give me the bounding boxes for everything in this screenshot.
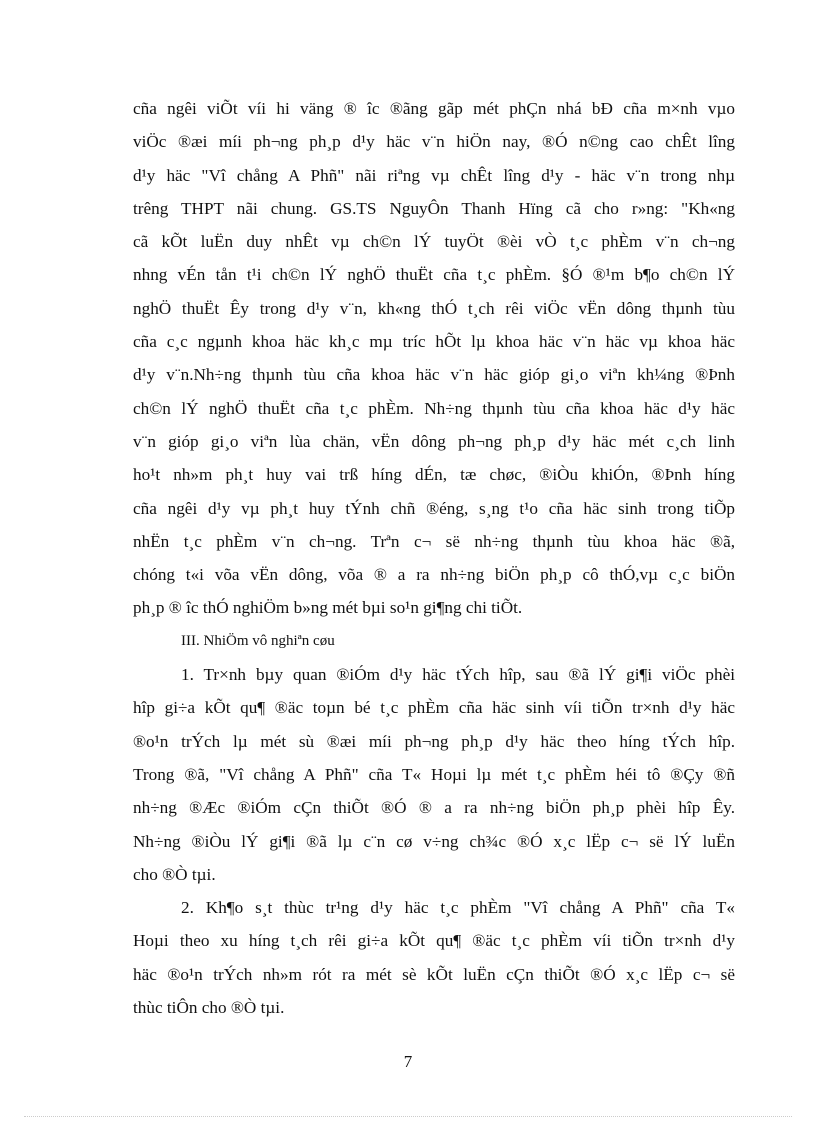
text-line: thùc tiÔn cho ®Ò tµi. [133, 998, 285, 1018]
text-line: nh÷ng ®Æc ®iÓm cÇn thiÕt ®Ó ® a ra nh÷ng biÖn ph¸p phèi hîp Êy. [133, 798, 735, 818]
list-item-1 [133, 658, 735, 891]
list-item-2 [133, 891, 735, 1024]
text-line: nghÖ thuËt Êy trong d¹y v¨n, kh«ng thÓ t¸ch rêi viÖc vËn dông thµnh tùu [133, 298, 735, 318]
text-line: Hoµi theo xu híng t¸ch rêi gi÷a kÕt qu¶ ®äc t¸c phÈm víi tiÕn tr×nh d¹y [133, 931, 735, 951]
text-line: cña c¸c ngµnh khoa häc kh¸c mµ tríc hÕt lµ khoa häc v¨n häc vµ khoa häc [133, 332, 735, 352]
text-line: cho ®Ò tµi. [133, 864, 216, 884]
text-line: cã kÕt luËn duy nhÊt vµ ch©n lÝ tuyÖt ®èi vÒ t¸c phÈm v¨n ch¬ng [133, 232, 735, 252]
text-line: 1. Tr×nh bµy quan ®iÓm d¹y häc tÝch hîp, sau ®ã lÝ gi¶i viÖc phèi [181, 665, 735, 685]
text-line: nhng vÉn tån t¹i ch©n lÝ nghÖ thuËt cña t¸c phÈm. §Ó ®¹m b¶o ch©n lÝ [133, 265, 735, 285]
text-line: 2. Kh¶o s¸t thùc tr¹ng d¹y häc t¸c phÈm "Vî chång A Phñ" cña T« [181, 898, 735, 918]
text-line: v¨n gióp gi¸o viªn lùa chän, vËn dông ph¬ng ph¸p d¹y häc mét c¸ch linh [133, 431, 735, 451]
paragraph-intro [133, 92, 735, 625]
text-line: cña ngêi viÕt víi hi väng ® îc ®ãng gãp mét phÇn nhá bÐ cña m×nh vµo [133, 99, 735, 118]
page-number: 7 [403, 1052, 413, 1071]
text-line: häc ®o¹n trÝch nh»m rót ra mét sè kÕt luËn cÇn thiÕt ®Ó x¸c lËp c¬ së [133, 964, 735, 984]
section-heading: III. NhiÖm vô nghiªn cøu [181, 632, 335, 649]
text-line: ph¸p ® îc thÓ nghiÖm b»ng mét bµi so¹n gi¶ng chi tiÕt. [133, 598, 523, 618]
text-line: trêng THPT nãi chung. GS.TS NguyÔn Thanh Hïng cã cho r»ng: "Kh«ng [133, 198, 735, 218]
text-line: viÖc ®æi míi ph¬ng ph¸p d¹y häc v¨n hiÖn nay, ®Ó n©ng cao chÊt lîng [133, 132, 735, 152]
document-body [133, 92, 735, 1024]
text-line: nhËn t¸c phÈm v¨n ch¬ng. Trªn c¬ së nh÷ng thµnh tùu khoa häc ®ã, [133, 531, 735, 551]
text-line: ch©n lÝ nghÖ thuËt cña t¸c phÈm. Nh÷ng thµnh tùu cña khoa häc d¹y häc [133, 398, 735, 418]
text-line: chóng t«i võa vËn dông, võa ® a ra nh÷ng biÖn ph¸p cô thÓ,vµ c¸c biÖn [133, 565, 735, 585]
text-line: ®o¹n trÝch lµ mét sù ®æi míi ph¬ng ph¸p d¹y häc theo híng tÝch hîp. [133, 731, 735, 751]
text-line: d¹y v¨n.Nh÷ng thµnh tùu cña khoa häc v¨n häc gióp gi¸o viªn kh¼ng ®Þnh [133, 365, 735, 385]
text-line: Nh÷ng ®iÒu lÝ gi¶i ®ã lµ c¨n cø v÷ng ch¾c ®Ó x¸c lËp c¬ së lÝ luËn [133, 831, 735, 851]
text-line: d¹y häc "Vî chång A Phñ" nãi riªng vµ chÊt lîng d¹y - häc v¨n trong nhµ [133, 165, 735, 185]
text-line: Trong ®ã, "Vî chång A Phñ" cña T« Hoµi lµ mét t¸c phÈm héi tô ®Çy ®ñ [133, 764, 735, 784]
text-line: ho¹t nh»m ph¸t huy vai trß híng dÉn, tæ chøc, ®iÒu khiÓn, ®Þnh híng [133, 465, 735, 485]
page-bottom-divider [24, 1116, 792, 1117]
text-line: hîp gi÷a kÕt qu¶ ®äc toµn bé t¸c phÈm cña häc sinh víi tiÕn tr×nh d¹y häc [133, 698, 735, 718]
text-line: cña ngêi d¹y vµ ph¸t huy tÝnh chñ ®éng, s¸ng t¹o cña häc sinh trong tiÕp [133, 498, 735, 518]
